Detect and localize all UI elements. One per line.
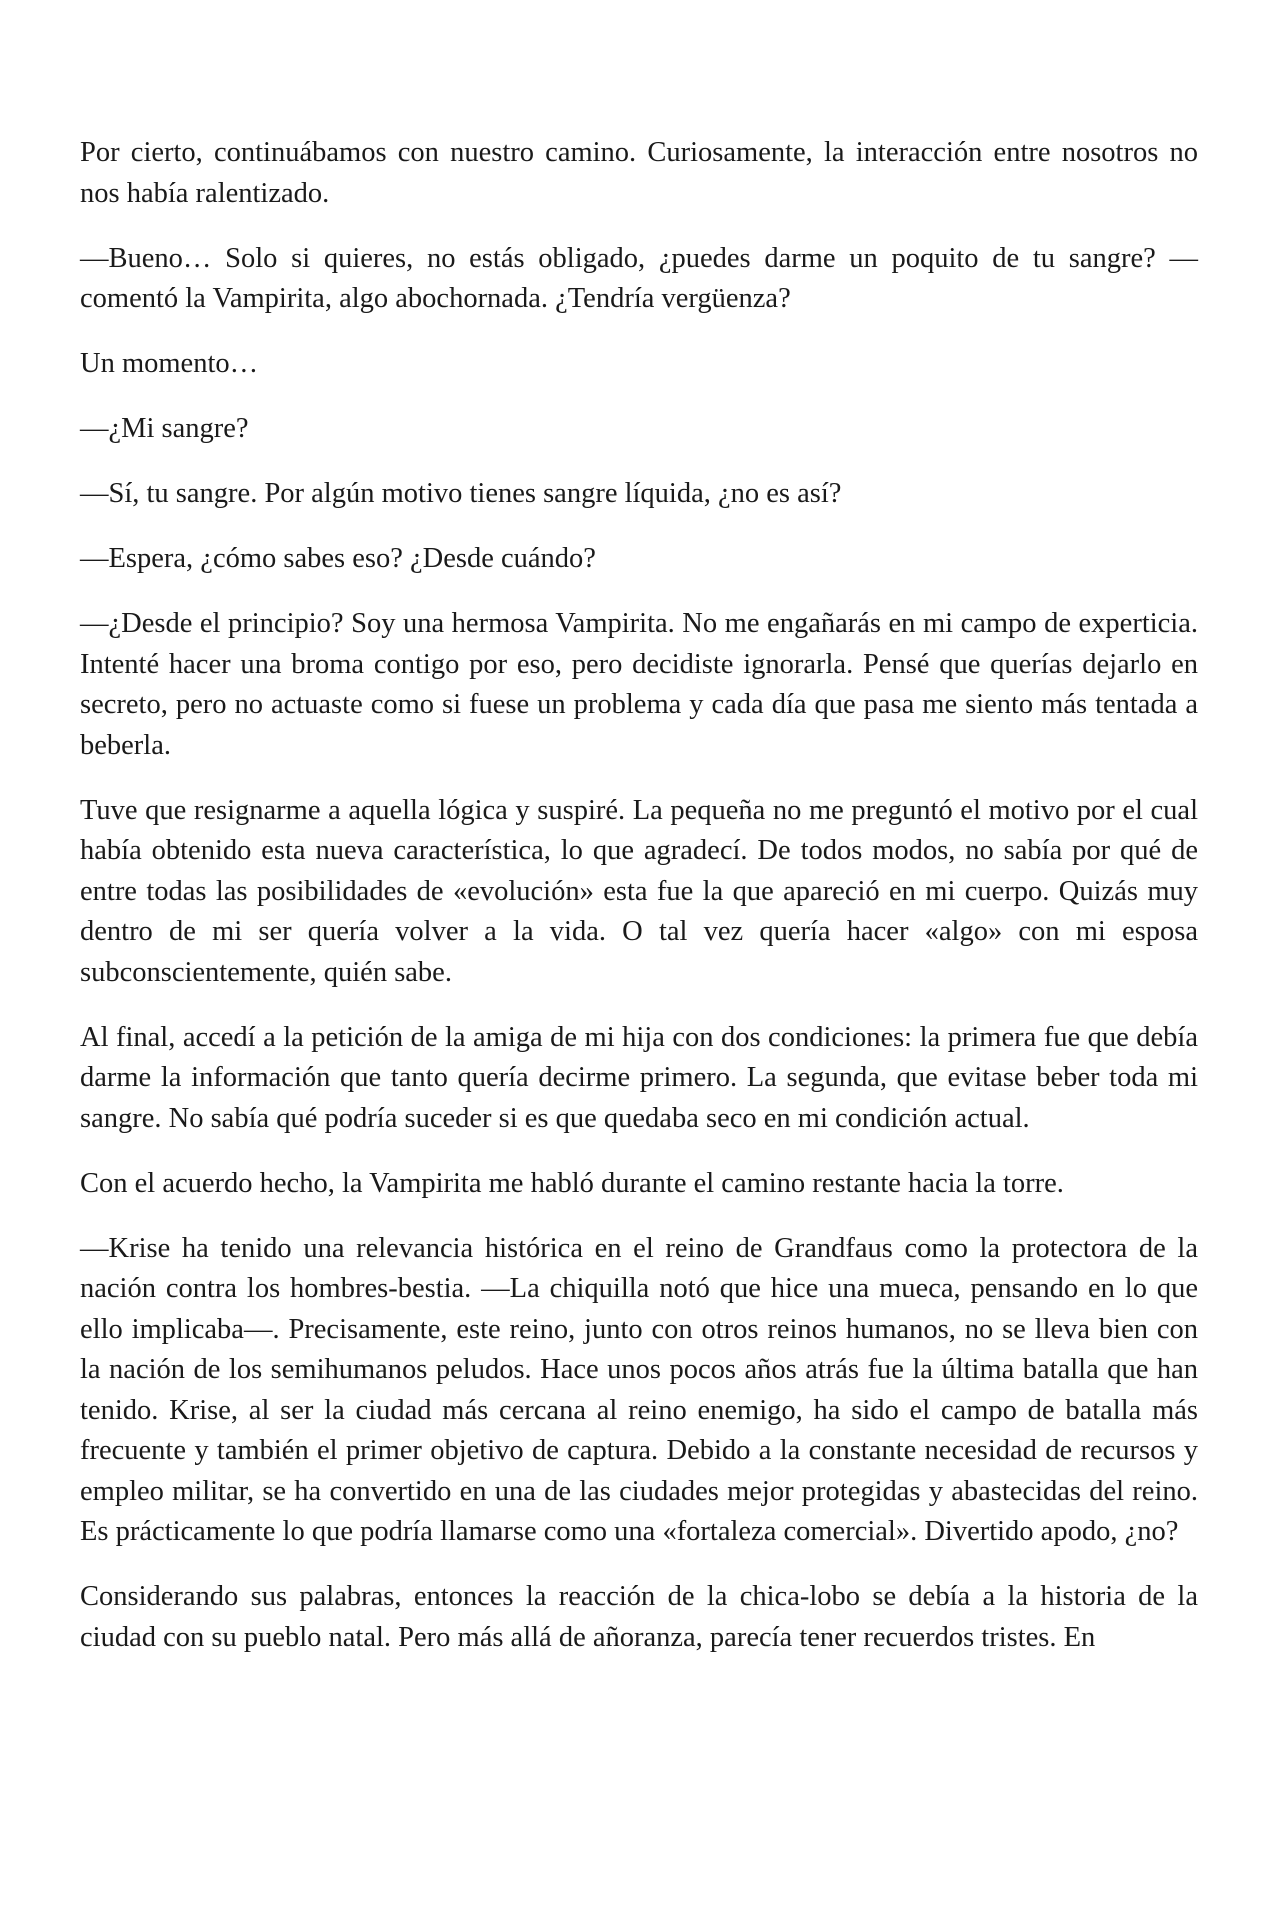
paragraph-3: Un momento… xyxy=(80,348,259,379)
paragraph-12: Considerando sus palabras, entonces la reacción de la chica-lobo se debía a la historia de la ciudad con su pueblo natal. Pero más allá de añoranza, parecía tener recuerdos tristes. En xyxy=(80,1581,1198,1653)
paragraph-11: —Krise ha tenido una relevancia histórica en el reino de Grandfaus como la protectora de la nación contra los hombres-bestia. —La chiquilla notó que hice una mueca, pensando en lo que ello implicaba—. Precisamente, este reino, junto con otros reinos humanos, no se lleva bien con la nación de los semihumanos peludos. Hace unos pocos años atrás fue la última batalla que han tenido. Krise, al ser la ciudad más cercana al reino enemigo, ha sido el campo de batalla más frecuente y también el primer objetivo de captura. Debido a la constante necesidad de recursos y empleo militar, se ha convertido en una de las ciudades mejor protegidas y abastecidas del reino. Es prácticamente lo que podría llamarse como una «fortaleza comercial». Divertido apodo, ¿no? xyxy=(80,1232,1198,1547)
document-page xyxy=(80,133,1198,1658)
paragraph-8: Tuve que resignarme a aquella lógica y suspiré. La pequeña no me preguntó el motivo por el cual había obtenido esta nueva característica, lo que agradecí. De todos modos, no sabía por qué de entre todas las posibilidades de «evolución» esta fue la que apareció en mi cuerpo. Quizás muy dentro de mi ser quería volver a la vida. O tal vez quería hacer «algo» con mi esposa subconscientemente, quién sabe. xyxy=(80,794,1198,988)
paragraph-9: Al final, accedí a la petición de la amiga de mi hija con dos condiciones: la primera fue que debía darme la información que tanto quería decirme primero. La segunda, que evitase beber toda mi sangre. No sabía qué podría suceder si es que quedaba seco en mi condición actual. xyxy=(80,1021,1198,1134)
paragraph-7: —¿Desde el principio? Soy una hermosa Vampirita. No me engañarás en mi campo de experticia. Intenté hacer una broma contigo por eso, pero decidiste ignorarla. Pensé que querías dejarlo en secreto, pero no actuaste como si fuese un problema y cada día que pasa me siento más tentada a beberla. xyxy=(80,608,1198,761)
paragraph-10: Con el acuerdo hecho, la Vampirita me habló durante el camino restante hacia la torre. xyxy=(80,1167,1064,1199)
paragraph-5: —Sí, tu sangre. Por algún motivo tienes sangre líquida, ¿no es así? xyxy=(80,478,842,509)
paragraph-2: —Bueno… Solo si quieres, no estás obligado, ¿puedes darme un poquito de tu sangre? —comentó la Vampirita, algo abochornada. ¿Tendría vergüenza? xyxy=(80,242,1198,314)
paragraph-1: Por cierto, continuábamos con nuestro camino. Curiosamente, la interacción entre nosotros no nos había ralentizado. xyxy=(80,137,1198,209)
paragraph-6: —Espera, ¿cómo sabes eso? ¿Desde cuándo? xyxy=(80,543,596,574)
paragraph-4: —¿Mi sangre? xyxy=(80,413,249,444)
